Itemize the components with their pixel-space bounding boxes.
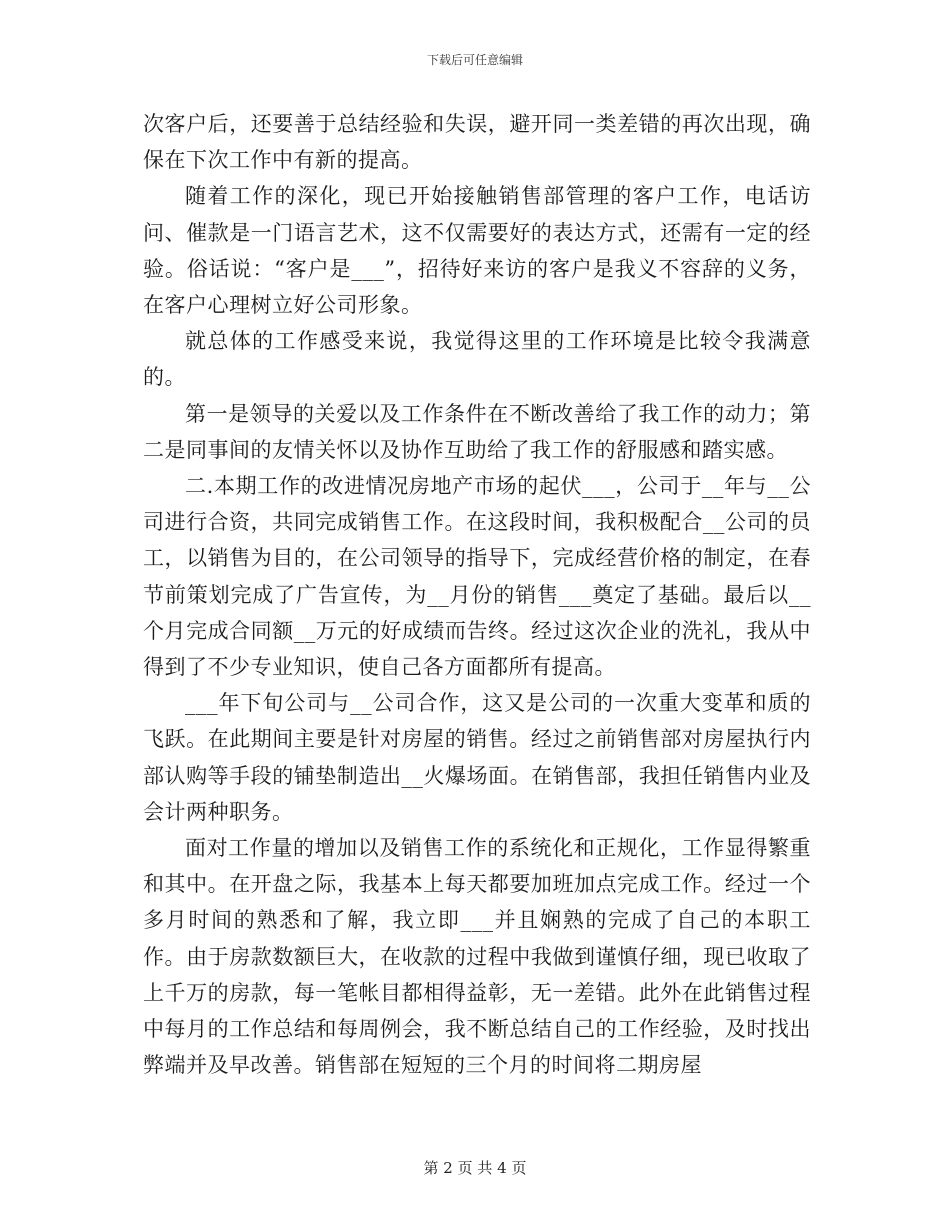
document-body (143, 106, 811, 1083)
page-header: 下载后可任意编辑 (426, 53, 523, 67)
paragraph: ___年下旬公司与__公司合作，这又是公司的一次重大变革和质的飞跃。在此期间主要是针对房屋的销售。经过之前销售部对房屋执行内部认购等手段的铺垫制造出__火爆场面。在销售部，我担任销售内业及会计两种职务。 (143, 691, 811, 824)
paragraph: 面对工作量的增加以及销售工作的系统化和正规化，工作显得繁重和其中。在开盘之际，我基本上每天都要加班加点完成工作。经过一个多月时间的熟悉和了解，我立即___并且娴熟的完成了自己的本职工作。由于房款数额巨大，在收款的过程中我做到谨慎仔细，现已收取了上千万的房款，每一笔帐目都相得益彰，无一差错。此外在此销售过程中每月的工作总结和每周例会，我不断总结自己的工作经验，及时找出弊端并及早改善。销售部在短短的三个月的时间将二期房屋 (143, 836, 811, 1078)
paragraph: 二.本期工作的改进情况房地产市场的起伏___，公司于__年与__公司进行合资，共同完成销售工作。在这段时间，我积极配合__公司的员工，以销售为目的，在公司领导的指导下，完成经营价格的制定，在春节前策划完成了广告宣传，为__月份的销售___奠定了基础。最后以__个月完成合同额__万元的好成绩而告终。经过这次企业的洗礼，我从中得到了不少专业知识，使自己各方面都所有提高。 (143, 474, 811, 680)
paragraph-continuation: 次客户后，还要善于总结经验和失误，避开同一类差错的再次出现，确保在下次工作中有新的提高。 (143, 112, 811, 173)
page-number: 第 2 页 共 4 页 (423, 1159, 527, 1177)
paragraph: 随着工作的深化，现已开始接触销售部管理的客户工作，电话访问、催款是一门语言艺术，这不仅需要好的表达方式，还需有一定的经验。俗话说：“客户是___”，招待好来访的客户是我义不容辞的义务，在客户心理树立好公司形象。 (143, 184, 811, 318)
paragraph: 第一是领导的关爱以及工作条件在不断改善给了我工作的动力；第二是同事间的友情关怀以及协作互助给了我工作的舒服感和踏实感。 (143, 401, 811, 462)
paragraph: 就总体的工作感受来说，我觉得这里的工作环境是比较令我满意的。 (143, 329, 811, 390)
